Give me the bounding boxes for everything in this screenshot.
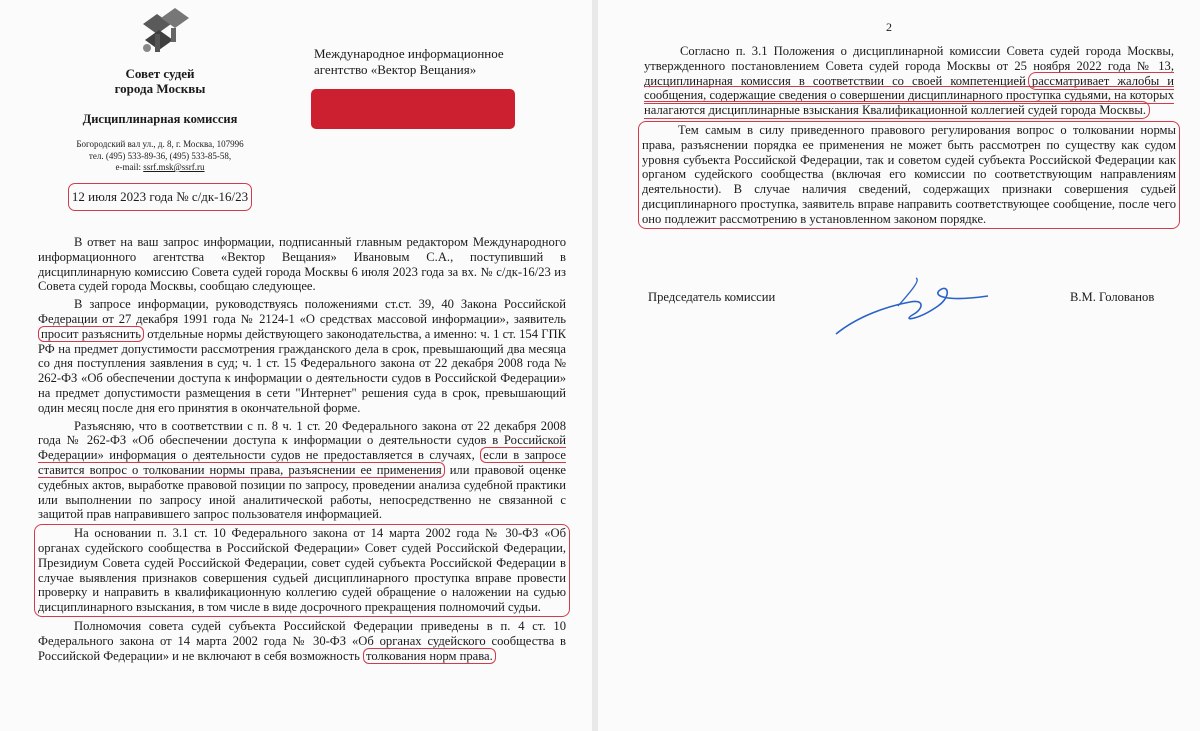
- paragraph-5: [38, 619, 566, 663]
- recipient-line-1: Международное информационное: [314, 46, 504, 61]
- highlight-block-law: [34, 524, 570, 617]
- signer-name: В.М. Голованов: [1070, 290, 1155, 304]
- paragraph-5-start: Полномочия совета судей субъекта Российской Федерации приведены в п. 4 ст. 10 Федерального закона от 14 марта 2002 года № 30-ФЗ «Об органах судейского сообщества в Российской Федерации» и не включают в себя возможность: [38, 618, 566, 663]
- letter-page-2: [598, 0, 1200, 731]
- org-line-2: города Москвы: [114, 81, 206, 96]
- paragraph-3: [38, 419, 566, 523]
- redacted-block: [311, 89, 515, 129]
- highlight-interpretation: если в запросе ставится вопрос о толковании нормы права, разъяснении ее применения: [38, 448, 566, 477]
- chair-title: Председатель комиссии: [648, 290, 776, 304]
- letter-page-1: [0, 0, 592, 731]
- date-reference: 12 июля 2023 года № с/дк-16/23: [68, 183, 252, 211]
- paragraph-3-end: или правовой оценке судебных актов, выработке правовой позиции по запросу, проведении анализа судебной практики или выполнении по запросу иной аналитической работы, непосредственно не связанной с защитой прав направившего запрос пользователя информацией.: [38, 462, 566, 522]
- recipient-line-2: агентство «Вектор Вещания»: [314, 62, 477, 77]
- letter-body-2: [644, 44, 1174, 229]
- paragraph-1: В ответ на ваш запрос информации, подписанный главным редактором Международного информационного агентства «Вектор Вещания» Ивановым С.А., поступивший в дисциплинарную комиссию Совета судей города Москвы 6 июля 2023 года за вх. № с/дк-16/23 из Совета судей города Москвы, сообщаю следующее.: [38, 235, 566, 294]
- paragraph-2: [38, 297, 566, 415]
- highlight-competence: рассматривает жалобы и сообщения, содержащие сведения о совершении дисциплинарного проступка судьями, на которых налагаются дисциплинарные взыскания Квалификационной коллегией судей города Москвы.: [644, 73, 1174, 118]
- email-label: e-mail:: [115, 162, 141, 172]
- letter-body: [38, 235, 566, 663]
- email-line: [60, 162, 260, 174]
- paragraph-6-start: Согласно п. 3.1 Положения о дисциплинарной комиссии Совета судей города Москвы, утвержденного постановлением Совета судей города Москвы от 25 ноября 2022 года № 13, дисциплинарная комиссия в соответствии со своей компетенцией: [644, 44, 1174, 88]
- signature-icon: [828, 276, 998, 340]
- email-link[interactable]: ssrf.msk@ssrf.ru: [143, 162, 205, 172]
- org-line-1: Совет судей: [125, 66, 195, 81]
- paragraph-2-end: отдельные нормы действующего законодательства, а именно: ч. 1 ст. 154 ГПК РФ на предмет допустимости рассмотрения гражданского дела в срок, превышающий два месяца со дня поступления заявления в суд; ч. 1 ст. 15 Федерального закона от 22 декабря 2008 года № 262-ФЗ «Об обеспечении доступа к информации о деятельности судов в Российской Федерации» на предмет допустимости размещения в сети "Интернет" решения суда в срок, превышающий один месяц после дня его принятия в окончательной форме.: [38, 326, 566, 415]
- org-name: [60, 66, 260, 96]
- highlight-request: просит разъяснить: [38, 326, 144, 342]
- address-line: Богородский вал ул., д. 8, г. Москва, 107996: [76, 139, 244, 149]
- paragraph-3-start: Разъясняю, что в соответствии с п. 8 ч. 1 ст. 20 Федерального закона от 22 декабря 2008 года № 262-ФЗ «Об обеспечении доступа к информации о деятельности судов в Российской Федерации» информация о деятельности судов не предоставляется в случаях,: [38, 418, 566, 463]
- highlight-block-conclusion: [638, 121, 1180, 229]
- recipient-block: [314, 46, 544, 78]
- commission-name: Дисциплинарная комиссия: [82, 112, 238, 126]
- highlight-interpretation-norms: толкования норм права.: [363, 648, 496, 664]
- paragraph-6: [644, 44, 1174, 118]
- council-logo-icon: [137, 6, 193, 58]
- page-number: 2: [886, 20, 892, 34]
- phone-line: тел. (495) 533-89-36, (495) 533-85-58,: [88, 150, 232, 161]
- paragraph-7: Тем самым в силу приведенного правового регулирования вопрос о толковании нормы права, разъяснении порядка ее применения не может быть рассмотрен по существу как судом уровня субъекта Российской Федерации, так и советом судей субъекта Российской Федерации как органом судейского сообщества (включая его комиссии по соответствующим направлениям деятельности). В случае наличия сведений, содержащих признаки совершения судьей дисциплинарного проступка, заявитель вправе направить соответствующее сообщение, после чего оно подлежит рассмотрению в установленном законом порядке.: [642, 122, 1176, 226]
- paragraph-4: На основании п. 3.1 ст. 10 Федерального закона от 14 марта 2002 года № 30-ФЗ «Об органах судейского сообщества в Российской Федерации» Совет судей Российской Федерации, Президиум Совета судей Российской Федерации, совет судей субъекта Российской Федерации в случае выявления признаков совершения судьей дисциплинарного проступка вправе провести проверку и направить в квалификационную коллегию судей обращение о наложении на судью дисциплинарного взыскания, в том числе в виде досрочного прекращения полномочий судьи.: [38, 526, 566, 615]
- paragraph-2-start: В запросе информации, руководствуясь положениями ст.ст. 39, 40 Закона Российской Федерации от 27 декабря 1991 года № 2124-1 «О средствах массовой информации», заявитель: [38, 297, 566, 326]
- org-address: [60, 139, 260, 174]
